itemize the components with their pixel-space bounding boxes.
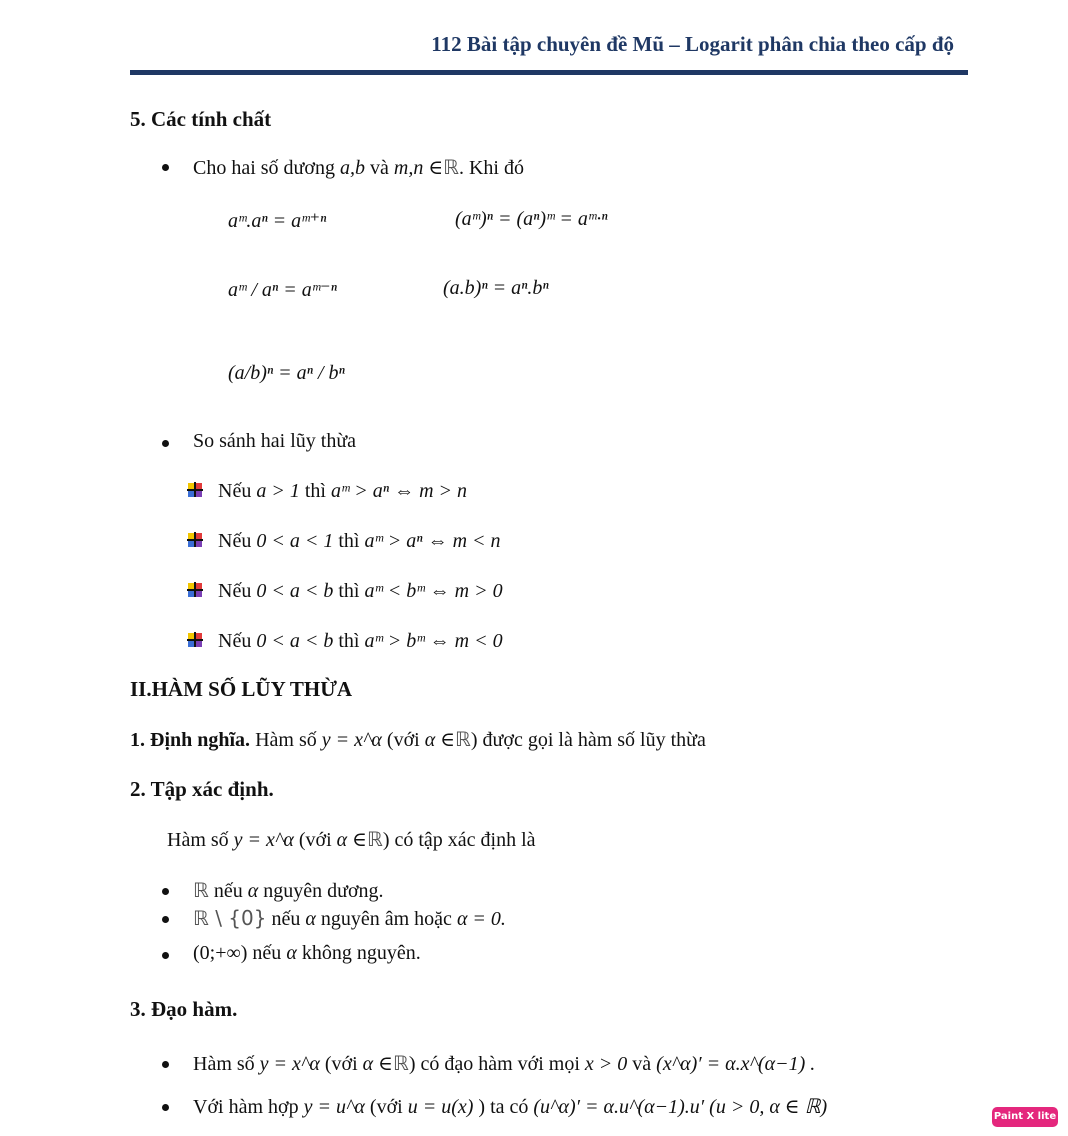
- text: Hàm số: [167, 829, 229, 851]
- math: aᵐ > aⁿ ⇔ m > n: [330, 480, 468, 502]
- math: 0 < a < 1: [256, 530, 334, 552]
- math: 0 < a < b: [256, 630, 334, 652]
- text: ) ta có: [478, 1096, 529, 1118]
- math: α ∈: [424, 729, 456, 751]
- section-title: 5. Các tính chất: [130, 107, 272, 131]
- math: α: [305, 908, 316, 930]
- math: a,b: [339, 157, 365, 179]
- domain-heading: 2. Tập xác định.: [130, 777, 274, 801]
- arrow-bullet-icon: [186, 631, 204, 649]
- bullet: [162, 916, 169, 923]
- math: x > 0: [584, 1053, 628, 1075]
- formula-product: aᵐ.aⁿ = aᵐ⁺ⁿ: [228, 210, 327, 232]
- compare-rule-2: [218, 530, 501, 553]
- arrow-bullet-icon: [186, 481, 204, 499]
- math: aᵐ > bᵐ ⇔ m < 0: [364, 630, 503, 652]
- domain-intro: [167, 827, 536, 852]
- math: y = x^α: [233, 829, 294, 851]
- text: và: [632, 1053, 652, 1075]
- text: (với: [386, 729, 420, 751]
- formula-power-of-power: (aᵐ)ⁿ = (aⁿ)ᵐ = aᵐ·ⁿ: [455, 208, 608, 230]
- domain-item-1: [193, 878, 384, 903]
- compare-rule-1: [218, 480, 467, 503]
- text: Nếu: [218, 630, 252, 652]
- math: m,n ∈: [393, 157, 444, 179]
- text: Nếu: [218, 580, 252, 602]
- definition-line: [130, 727, 706, 752]
- domain-item-3: [193, 942, 421, 965]
- text: và: [369, 157, 389, 179]
- set-symbol: ℝ \ {0}: [193, 906, 267, 930]
- app-watermark-badge: Paint X lite: [992, 1107, 1058, 1127]
- math: u = u(x): [407, 1096, 474, 1118]
- part-title: II.HÀM SỐ LŨY THỪA: [130, 677, 353, 701]
- arrow-bullet-icon: [186, 531, 204, 549]
- text: (với: [298, 829, 332, 851]
- header-rule: [130, 70, 968, 75]
- text: thì: [338, 630, 360, 652]
- math: (u > 0, α ∈ ℝ): [709, 1096, 828, 1118]
- text: ) được gọi là hàm số lũy thừa: [470, 729, 706, 751]
- derivative-heading: 3. Đạo hàm.: [130, 997, 238, 1021]
- bullet: [162, 1104, 169, 1111]
- compare-rule-4: [218, 630, 503, 653]
- text: Với hàm hợp: [193, 1096, 299, 1118]
- text: không nguyên.: [301, 942, 421, 964]
- bullet-text: So sánh hai lũy thừa: [193, 430, 357, 452]
- bullet-text: [193, 155, 524, 180]
- definition-heading: 1. Định nghĩa.: [130, 729, 251, 751]
- math: y = u^α: [303, 1096, 365, 1118]
- text: thì: [304, 480, 326, 502]
- text: nếu: [252, 942, 282, 964]
- text: Cho hai số dương: [193, 157, 335, 179]
- math: α: [247, 880, 259, 902]
- math: y = x^α: [321, 729, 382, 751]
- formula-quotient: aᵐ / aⁿ = aᵐ⁻ⁿ: [228, 279, 337, 301]
- text: thì: [338, 580, 360, 602]
- bullet: [162, 440, 169, 447]
- math: a > 1: [256, 480, 300, 502]
- text: nguyên âm hoặc: [320, 908, 452, 930]
- bullet: [162, 888, 169, 895]
- text: Hàm số: [193, 1053, 255, 1075]
- set-symbol: ℝ: [193, 878, 209, 902]
- reals-symbol: ℝ: [392, 1051, 409, 1075]
- bullet: [162, 1061, 169, 1068]
- math: 0 < a < b: [256, 580, 334, 602]
- text: (với: [324, 1053, 358, 1075]
- derivative-line-1: [193, 1051, 815, 1076]
- math: α = 0.: [456, 908, 506, 930]
- reals-symbol: ℝ: [455, 727, 471, 751]
- header-title: 112 Bài tập chuyên đề Mũ – Logarit phân chia theo cấp độ: [431, 32, 954, 56]
- text: ) có tập xác định là: [382, 829, 536, 851]
- math: (u^α)′ = α.u^(α−1).u′: [533, 1096, 705, 1118]
- set-symbol: (0;+∞): [193, 942, 248, 964]
- formula-power-of-product: (a.b)ⁿ = aⁿ.bⁿ: [443, 277, 549, 299]
- math: y = x^α: [259, 1053, 320, 1075]
- text: nếu: [213, 880, 243, 902]
- text: nguyên dương.: [263, 880, 384, 902]
- math: α ∈: [336, 829, 367, 851]
- bullet: [162, 164, 169, 171]
- text: ) có đạo hàm với mọi: [408, 1053, 580, 1075]
- bullet: [162, 952, 169, 959]
- text: . Khi đó: [458, 157, 524, 179]
- derivative-line-2: [193, 1094, 827, 1119]
- reals-symbol: ℝ: [443, 155, 459, 179]
- text: nếu: [271, 908, 301, 930]
- domain-item-2: [193, 906, 506, 931]
- text: Hàm số: [255, 729, 317, 751]
- text: thì: [338, 530, 360, 552]
- math: α ∈: [362, 1053, 393, 1075]
- math: aᵐ > aⁿ ⇔ m < n: [364, 530, 501, 552]
- arrow-bullet-icon: [186, 581, 204, 599]
- math: aᵐ < bᵐ ⇔ m > 0: [364, 580, 503, 602]
- text: Nếu: [218, 530, 252, 552]
- math: α: [286, 942, 297, 964]
- formula-power-of-fraction: (a/b)ⁿ = aⁿ / bⁿ: [228, 362, 345, 384]
- text: (với: [369, 1096, 403, 1118]
- compare-rule-3: [218, 580, 503, 603]
- text: Nếu: [218, 480, 252, 502]
- reals-symbol: ℝ: [366, 827, 383, 851]
- math: (x^α)′ = α.x^(α−1) .: [656, 1053, 816, 1075]
